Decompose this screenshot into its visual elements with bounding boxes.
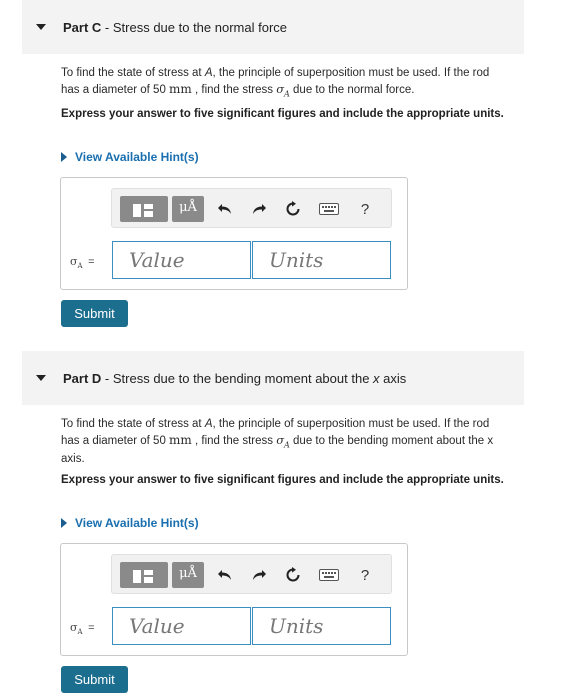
part-d-question <box>61 417 511 468</box>
title-text-end: axis <box>379 370 407 386</box>
undo-icon[interactable] <box>214 564 236 586</box>
unit-mm: mm <box>169 432 192 447</box>
reset-icon[interactable] <box>282 198 304 220</box>
view-hints-link[interactable] <box>61 516 199 530</box>
question-text: , the principle of superposition must be used. If the rod has a diameter of 50 <box>61 67 490 96</box>
point-label: A <box>204 418 213 430</box>
units-button-label: μÅ <box>179 200 197 215</box>
math-toolbar <box>111 188 392 228</box>
sigma-letter: σ <box>276 432 285 447</box>
part-letter: Part D <box>63 370 102 386</box>
units-input[interactable]: Units <box>252 607 391 645</box>
answer-variable-label <box>70 621 95 636</box>
units-input[interactable]: Units <box>252 241 391 279</box>
part-c-question <box>61 66 511 101</box>
equals-sign: = <box>88 622 95 634</box>
answer-variable-label <box>70 255 95 270</box>
sigma-subscript: A <box>77 262 83 271</box>
collapse-caret-icon[interactable] <box>36 24 46 30</box>
question-text: To find the state of stress at <box>61 418 205 430</box>
part-c-header[interactable] <box>22 0 524 54</box>
collapse-caret-icon[interactable] <box>36 375 46 381</box>
template-block-icon <box>144 570 153 575</box>
part-letter: Part C <box>63 19 102 35</box>
units-button-label: μÅ <box>179 566 197 581</box>
hint-label: View Available Hint(s) <box>75 516 199 530</box>
keyboard-icon[interactable] <box>318 198 340 220</box>
title-text: Stress due to the normal force <box>112 19 288 35</box>
units-button[interactable] <box>172 196 204 222</box>
point-label: A <box>204 67 213 79</box>
submit-button[interactable]: Submit <box>61 300 128 327</box>
express-instruction: Express your answer to five significant figures and include the appropriate units. <box>61 474 504 486</box>
sigma-subscript: A <box>77 628 83 637</box>
question-text: , find the stress <box>191 434 277 447</box>
sigma-letter: σ <box>70 621 78 634</box>
answer-box <box>60 177 408 290</box>
templates-button[interactable] <box>120 196 168 222</box>
title-separator: - <box>101 19 113 35</box>
expand-triangle-icon <box>61 152 67 162</box>
part-c-title <box>63 20 287 35</box>
units-button[interactable] <box>172 562 204 588</box>
template-block-icon <box>133 204 141 217</box>
value-input[interactable]: Value <box>112 607 251 645</box>
unit-mm: mm <box>169 81 192 96</box>
help-icon[interactable]: ? <box>360 200 370 218</box>
equals-sign: = <box>88 256 95 268</box>
redo-icon[interactable] <box>248 198 270 220</box>
sigma-subscript: A <box>284 439 290 449</box>
undo-icon[interactable] <box>214 198 236 220</box>
sigma-subscript: A <box>284 88 290 98</box>
question-text: , find the stress <box>191 83 277 96</box>
view-hints-link[interactable] <box>61 150 199 164</box>
template-block-icon <box>133 570 141 583</box>
hint-label: View Available Hint(s) <box>75 150 199 164</box>
help-icon[interactable]: ? <box>360 566 370 584</box>
template-block-icon <box>144 204 153 209</box>
title-text: Stress due to the bending moment about the <box>112 370 374 386</box>
expand-triangle-icon <box>61 518 67 528</box>
title-separator: - <box>101 370 113 386</box>
math-toolbar <box>111 554 392 594</box>
redo-icon[interactable] <box>248 564 270 586</box>
express-instruction: Express your answer to five significant figures and include the appropriate units. <box>61 108 504 120</box>
sigma-letter: σ <box>276 81 285 96</box>
question-text: To find the state of stress at <box>61 67 205 79</box>
part-d-header[interactable] <box>22 351 524 405</box>
keyboard-icon[interactable] <box>318 564 340 586</box>
template-block-icon <box>144 211 153 217</box>
question-text: due to the normal force. <box>289 83 415 96</box>
reset-icon[interactable] <box>282 564 304 586</box>
question-text: , the principle of superposition must be used. If the rod has a diameter of 50 <box>61 418 490 447</box>
sigma-letter: σ <box>70 255 78 268</box>
sigma-symbol <box>276 82 290 96</box>
question-text: due to the bending moment about the x axis. <box>61 434 494 466</box>
submit-button[interactable]: Submit <box>61 666 128 693</box>
title-variable: x <box>373 370 380 386</box>
template-block-icon <box>144 577 153 583</box>
templates-button[interactable] <box>120 562 168 588</box>
answer-box <box>60 543 408 656</box>
part-d-title <box>63 371 406 386</box>
value-input[interactable]: Value <box>112 241 251 279</box>
sigma-symbol <box>276 433 290 447</box>
